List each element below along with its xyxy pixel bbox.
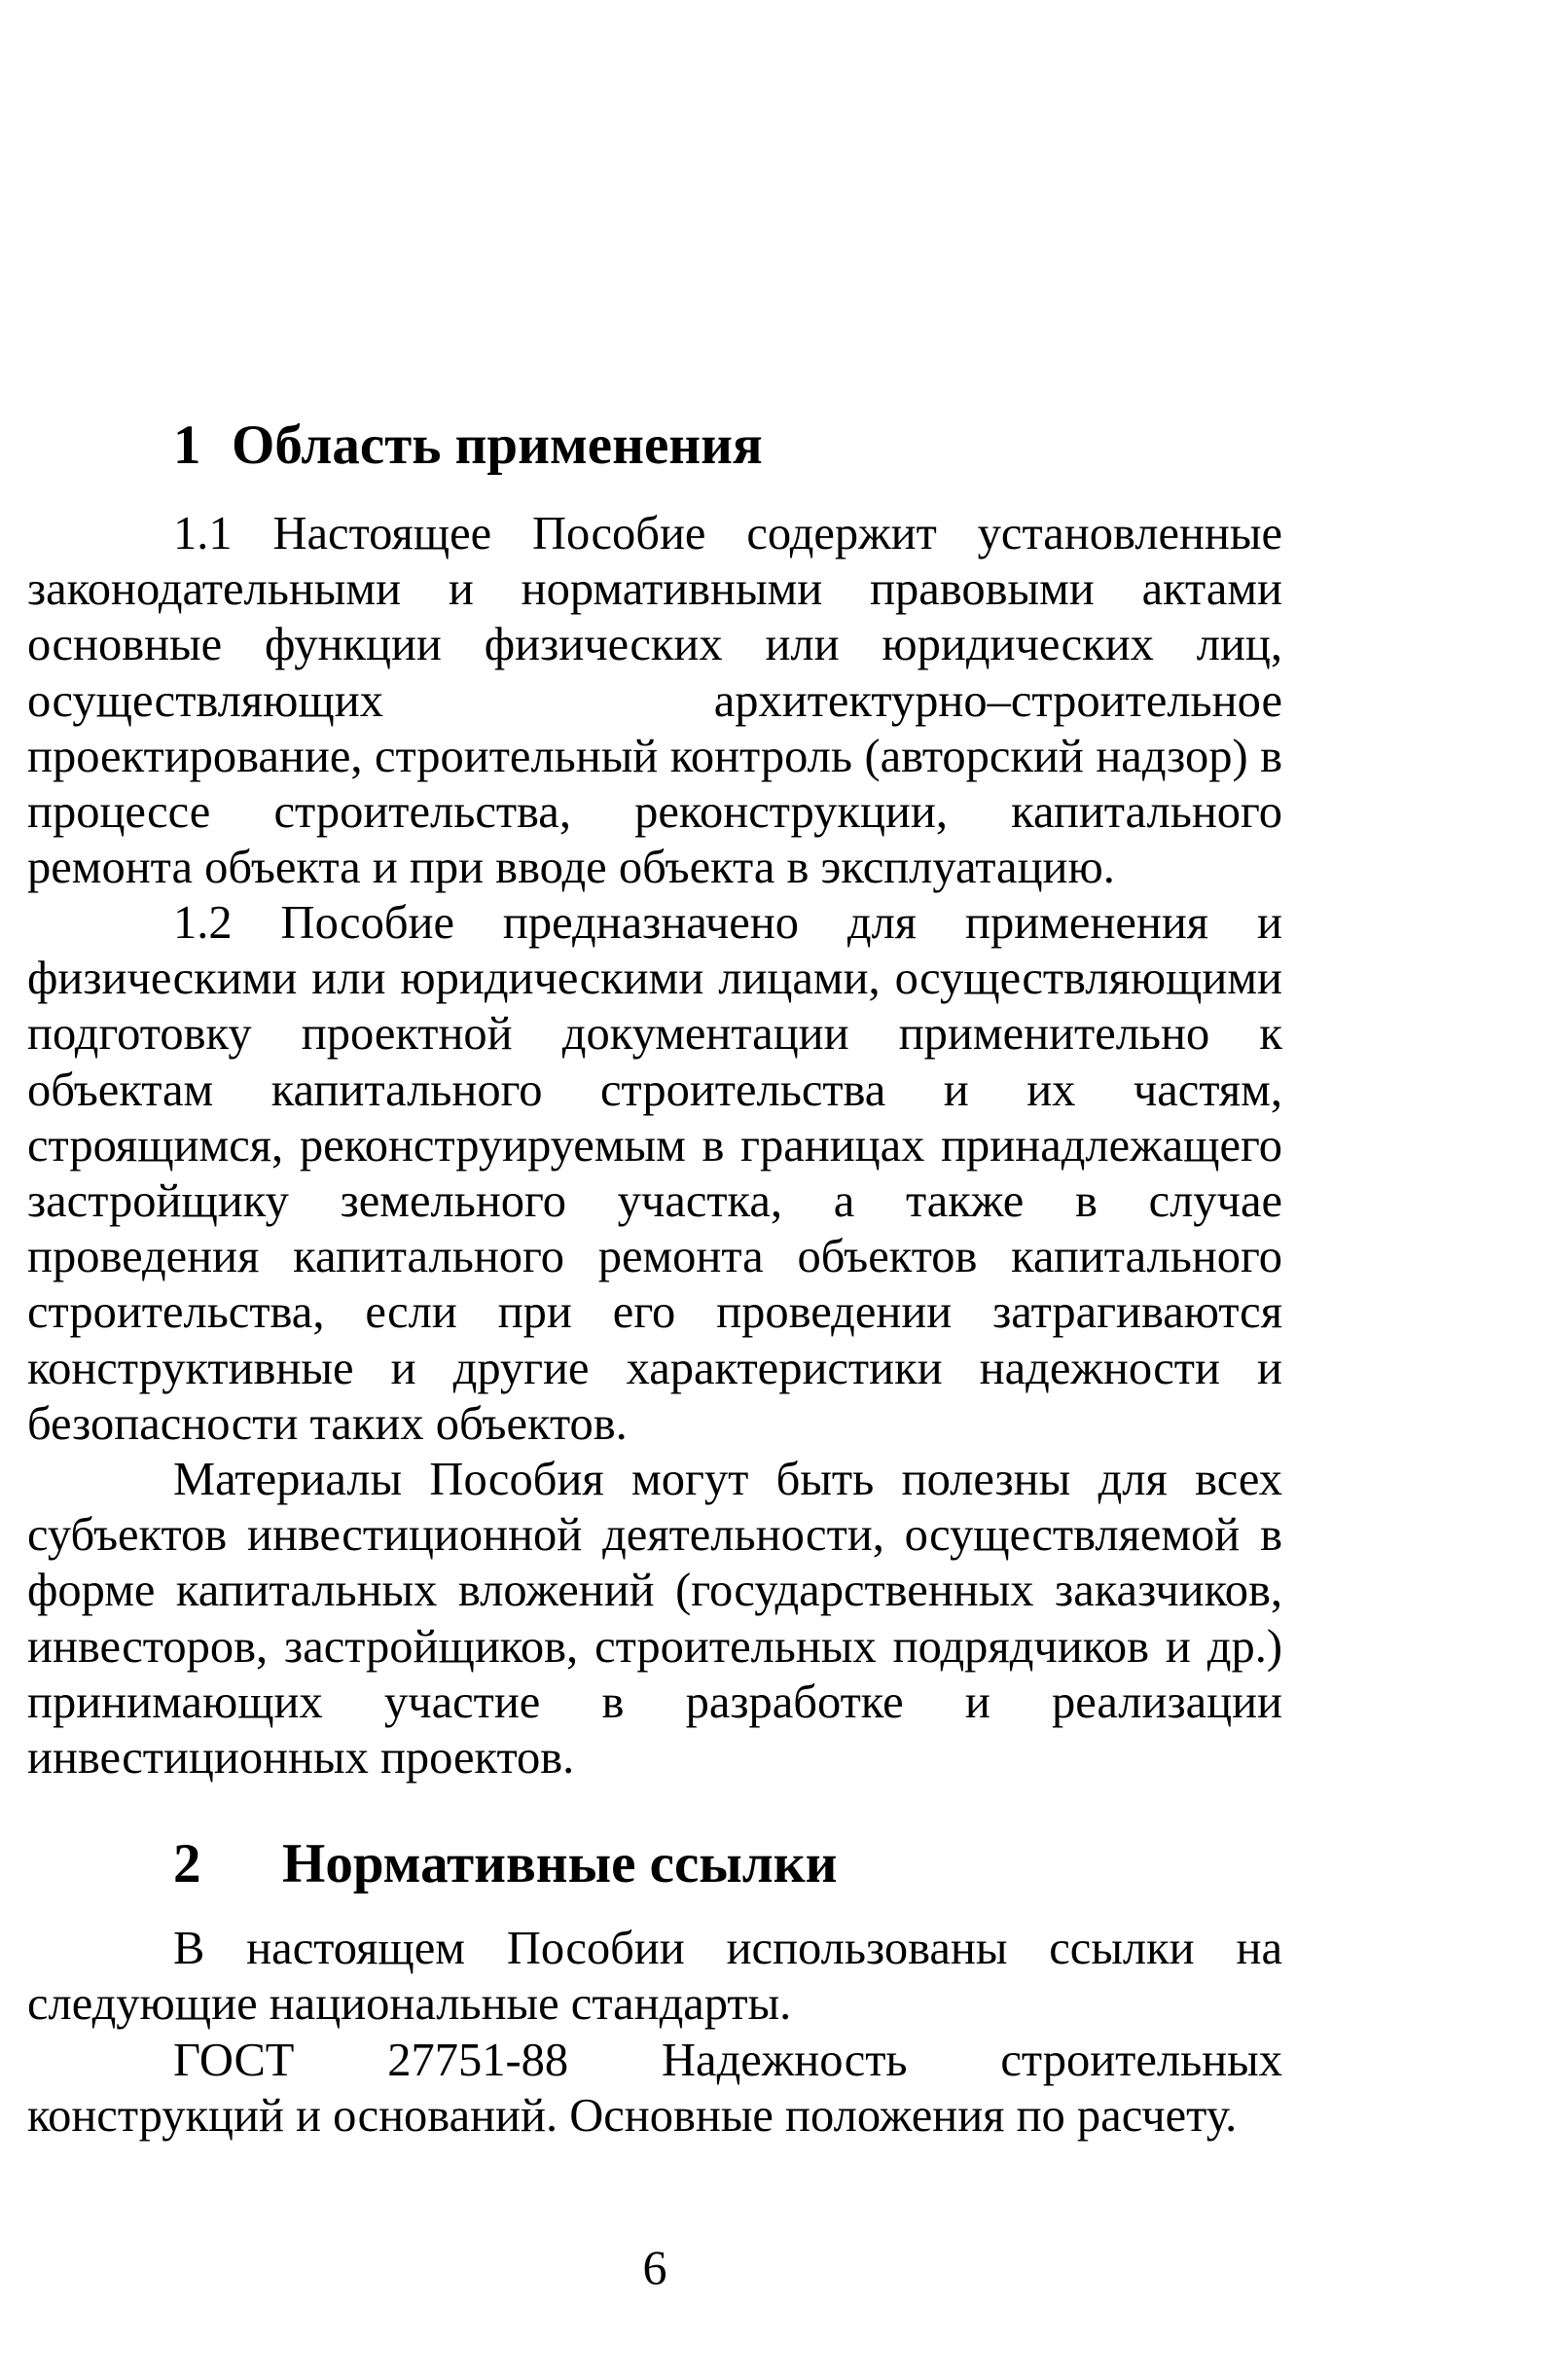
page-number: 6 — [642, 2240, 667, 2294]
section-1-title: Область применения — [232, 415, 763, 476]
paragraph-gost-reference: ГОСТ 27751-88 Надежность строительных конструкций и оснований. Основные положения по расчету. — [27, 2035, 1282, 2143]
paragraph-materials: Материалы Пособия могут быть полезны для всех субъектов инвестиционной деятельности, осуществляемой в форме капитальных вложений (государственных заказчиков, инвесторов, застройщиков, строительных подрядчиков и др.) принимающих участие в разработке и реализации инвестиционных проектов. — [27, 1454, 1282, 1785]
paragraph-references-intro: В настоящем Пособии использованы ссылки на следующие национальные стандарты. — [27, 1923, 1282, 2031]
section-1-heading — [173, 414, 763, 478]
paragraph-1-2: 1.2 Пособие предназначено для применения и физическими или юридическими лицами, осуществляющими подготовку проектной документации применительно к объектам капитального строительства и их частям, строящимся, реконструируемым в границах принадлежащего застройщику земельного участка, а также в случае проведения капитального ремонта объектов капитального строительства, если при его проведении затрагиваются конструктивные и другие характеристики надежности и безопасности таких объектов. — [27, 897, 1282, 1450]
paragraph-1-1: 1.1 Настоящее Пособие содержит установленные законодательными и нормативными правовыми актами основные функции физических или юридических лиц, осуществляющих архитектурно–строительное проектирование, строительный контроль (авторский надзор) в процессе строительства, реконструкции, капитального ремонта объекта и при вводе объекта в эксплуатацию. — [27, 508, 1282, 894]
section-2-title: Нормативные ссылки — [282, 1833, 838, 1894]
section-2-heading — [173, 1832, 837, 1896]
section-2-number: 2 — [173, 1833, 201, 1894]
document-page — [27, 0, 1282, 2380]
section-1-number: 1 — [173, 415, 201, 476]
